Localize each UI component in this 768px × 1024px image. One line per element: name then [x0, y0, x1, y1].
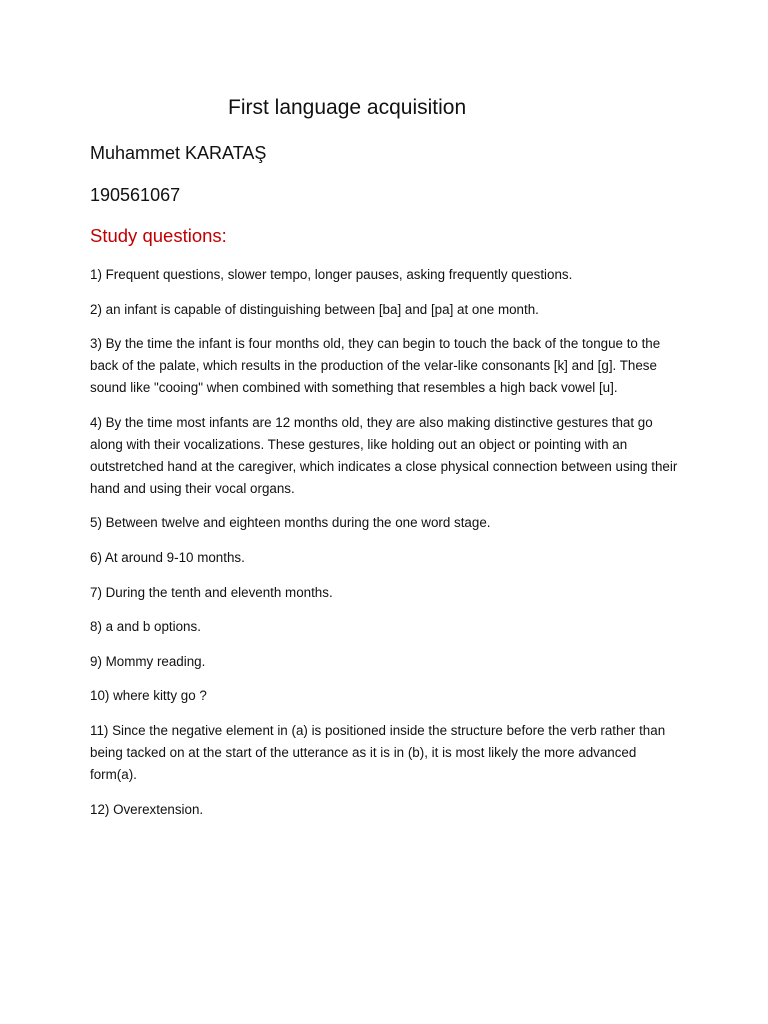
author-name: Muhammet KARATAŞ	[90, 143, 267, 163]
section-heading: Study questions:	[90, 225, 227, 246]
answer-item: 5) Between twelve and eighteen months during the one word stage.	[90, 515, 491, 531]
answer-item: 7) During the tenth and eleventh months.	[90, 584, 333, 600]
answer-item: 1) Frequent questions, slower tempo, longer pauses, asking frequently questions.	[90, 267, 573, 282]
answer-item: 8) a and b options.	[90, 619, 201, 635]
answer-item: 2) an infant is capable of distinguishing between [ba] and [pa] at one month.	[90, 301, 539, 317]
answer-list	[90, 264, 680, 833]
answer-item: 4) By the time most infants are 12 months old, they are also making distinctive gestures that go along with their vocalizations. These gestures, like holding out an object or pointing with an outstretched hand at the caregiver, which indicates a close physical connection between using their hand and using their vocal organs.	[90, 414, 678, 496]
answer-item: 12) Overextension.	[90, 801, 204, 817]
answer-item: 6) At around 9-10 months.	[90, 549, 245, 565]
answer-item: 3) By the time the infant is four months old, they can begin to touch the back of the tongue to the back of the palate, which results in the production of the velar-like consonants [k] and [g]. These sound like "cooing" when combined with something that resembles a high back vowel [u].	[90, 336, 661, 396]
answer-item: 11) Since the negative element in (a) is positioned inside the structure before the verb rather than being tacked on at the start of the utterance as it is in (b), it is most likely the more advanced form(a).	[90, 722, 666, 782]
student-id: 190561067	[90, 185, 181, 205]
document-title: First language acquisition	[228, 96, 467, 119]
answer-item: 9) Mommy reading.	[90, 653, 206, 669]
answer-item: 10) where kitty go ?	[90, 688, 207, 704]
